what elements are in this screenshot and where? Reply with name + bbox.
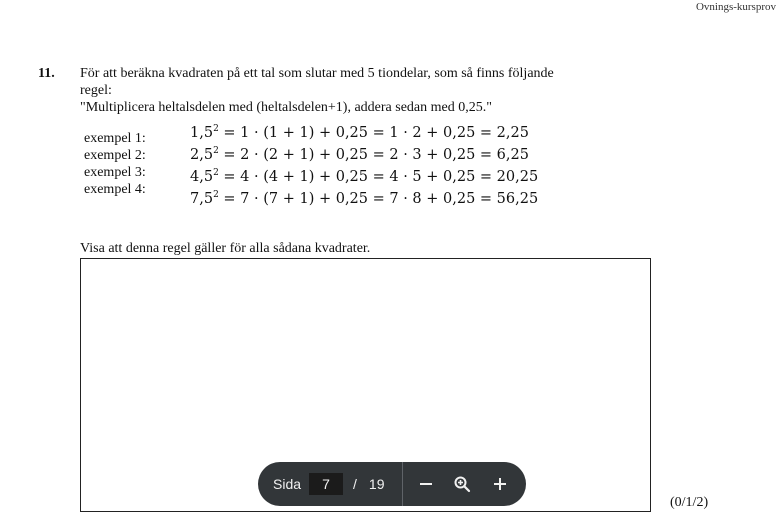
plus-icon (492, 476, 508, 492)
page-separator: / (353, 476, 357, 492)
minus-icon (418, 476, 434, 492)
task-prompt: Visa att denna regel gäller för alla sådana kvadrater. (80, 241, 371, 256)
pdf-page-toolbar (258, 462, 526, 506)
points-label: (0/1/2) (670, 495, 709, 510)
example-formulas (190, 122, 538, 210)
zoom-icon (453, 475, 471, 493)
example-label: exempel 3: (84, 165, 146, 180)
question-number: 11. (38, 66, 55, 81)
toolbar-divider (402, 462, 403, 506)
page-total: 19 (368, 476, 385, 492)
question-intro (80, 65, 660, 116)
example-labels (84, 130, 146, 198)
example-formula: $1,5^2 = 1 \cdot (1 + 1) + 0,25 = 1 \cdot 2 + 0,25 = 2,25$ (190, 124, 529, 141)
example-label: exempel 4: (84, 182, 146, 197)
fit-zoom-button[interactable] (447, 462, 477, 506)
intro-line-1: För att beräkna kvadraten på ett tal som slutar med 5 tiondelar, som så finns följande (80, 66, 554, 81)
page-number-input[interactable] (309, 473, 343, 495)
rule-text: "Multiplicera heltalsdelen med (heltalsdelen+1), addera sedan med 0,25." (80, 100, 492, 115)
zoom-in-button[interactable] (485, 462, 515, 506)
zoom-out-button[interactable] (411, 462, 441, 506)
example-formula: $7,5^2 = 7 \cdot (7 + 1) + 0,25 = 7 \cdot 8 + 0,25 = 56,25$ (190, 190, 539, 207)
page-header: Ovnings-kursprov (695, 1, 776, 13)
example-formula: $4,5^2 = 4 \cdot (4 + 1) + 0,25 = 4 \cdot 5 + 0,25 = 20,25$ (190, 168, 539, 185)
example-label: exempel 2: (84, 148, 146, 163)
intro-line-2: regel: (80, 83, 112, 98)
example-label: exempel 1: (84, 131, 146, 146)
page-label: Sida (273, 476, 302, 492)
example-formula: $2,5^2 = 2 \cdot (2 + 1) + 0,25 = 2 \cdot 3 + 0,25 = 6,25$ (190, 146, 529, 163)
